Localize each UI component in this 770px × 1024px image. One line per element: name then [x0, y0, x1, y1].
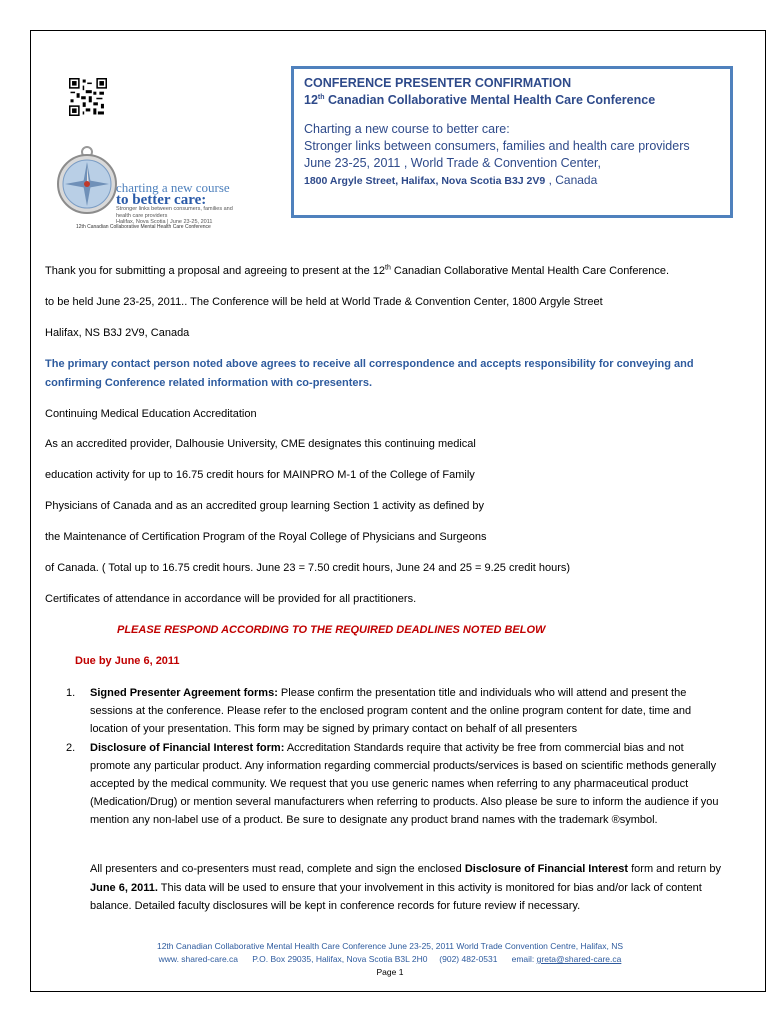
page-number: Page 1 [376, 967, 404, 977]
qr-code-icon [69, 78, 107, 116]
cme-line-5: of Canada. ( Total up to 16.75 credit hours. June 23 = 7.50 credit hours, June 24 and 25 = 9.25 credit hours) [45, 562, 571, 574]
cme-line-1: As an accredited provider, Dalhousie University, CME designates this continuing medical [45, 438, 476, 450]
conference-address: 1800 Argyle Street, Halifax, Nova Scotia B3J 2V9 , Canada [304, 173, 598, 187]
footer-phone: (902) 482-0531 [439, 954, 498, 964]
list-item: 2. Disclosure of Financial Interest form: Accreditation Standards require that activity be free from commercial bias and not promote any particular product. Any information regarding commercial products/services is based on scientific methods generally accepted by the medical community. We request that you use generic names when referring to any pharmaceutical product (Medication/Drug) or mention several manufacturers when referring to products. Also please be sure to inform the audience if you mention any non-label use of a product. Be sure to designate any product brand names with the trademark ®symbol. [66, 741, 719, 827]
page-footer [45, 940, 735, 979]
footer-po-box: P.O. Box 29035, Halifax, Nova Scotia B3L 2H0 [252, 954, 428, 964]
logo-line2: to better care: [116, 192, 207, 208]
cme-line-3: Physicians of Canada and as an accredited group learning Section 1 activity as defined by [45, 500, 485, 512]
list-item: 1. Signed Presenter Agreement forms: Please confirm the presentation title and individuals who will attend and present the sessions at the conference. Please refer to the enclosed program content and the online program content for date, time and location of your presentation. This form may be signed by primary contact on behalf of all presenters [66, 687, 692, 736]
conference-name: 12th Canadian Collaborative Mental Health Care Conference [304, 93, 656, 107]
contact-line-2: confirming Conference related information with co-presenters. [45, 377, 372, 389]
compass-icon [56, 144, 118, 218]
city-paragraph: Halifax, NS B3J 2V9, Canada [45, 327, 190, 339]
held-paragraph: to be held June 23-25, 2011.. The Conference will be held at World Trade & Convention Center, 1800 Argyle Street [45, 296, 603, 308]
tagline-1: Charting a new course to better care: [304, 122, 510, 136]
respond-notice: PLEASE RESPOND ACCORDING TO THE REQUIRED DEADLINES NOTED BELOW [117, 624, 546, 636]
cme-title: Continuing Medical Education Accreditation [45, 408, 257, 420]
closing-paragraph: All presenters and co-presenters must read, complete and sign the enclosed Disclosure of Financial Interest form and return by June 6, 2011. This data will be used to ensure that your involvement in this activity is monitored for bias and/or lack of content balance. Detailed faculty disclosures will be kept in conference records for future review if necessary. [90, 863, 721, 912]
contact-line-1: The primary contact person noted above agrees to receive all correspondence and accepts responsibility for conveying and [45, 358, 694, 370]
conference-info-box [291, 66, 733, 218]
due-date: Due by June 6, 2011 [75, 655, 180, 667]
confirmation-title: CONFERENCE PRESENTER CONFIRMATION [304, 76, 572, 90]
cme-line-2: education activity for up to 16.75 credit hours for MAINPRO M-1 of the College of Family [45, 469, 475, 481]
footer-line-1: 12th Canadian Collaborative Mental Health Care Conference June 23-25, 2011 World Trade Convention Centre, Halifax, NS [156, 941, 624, 951]
thanks-paragraph: Thank you for submitting a proposal and agreeing to present at the 12th Canadian Collaborative Mental Health Care Conference. [45, 264, 670, 277]
logo-sub: Stronger links between consumers, families and health care providers [116, 206, 233, 219]
logo-line1: charting a new course [116, 180, 230, 195]
logo-place: Halifax, Nova Scotia | June 23-25, 2011 [116, 219, 213, 225]
tagline-2: Stronger links between consumers, families and health care providers [304, 139, 690, 153]
footer-website[interactable]: www. shared-care.ca [158, 954, 239, 964]
certificates-paragraph: Certificates of attendance in accordance will be provided for all practitioners. [45, 593, 417, 605]
cme-line-4: the Maintenance of Certification Program of the Royal College of Physicians and Surgeons [45, 531, 487, 543]
conference-logo [52, 142, 252, 230]
requirements-list [66, 684, 726, 830]
conference-dates: June 23-25, 2011 , World Trade & Convention Center, [304, 156, 601, 170]
logo-foot: 12th Canadian Collaborative Mental Health Care Conference [76, 224, 211, 230]
footer-email-link[interactable]: greta@shared-care.ca [536, 954, 622, 964]
footer-line-2: www. shared-care.ca P.O. Box 29035, Halifax, Nova Scotia B3L 2H0 (902) 482-0531 email: greta@shared-care.ca [158, 954, 622, 964]
